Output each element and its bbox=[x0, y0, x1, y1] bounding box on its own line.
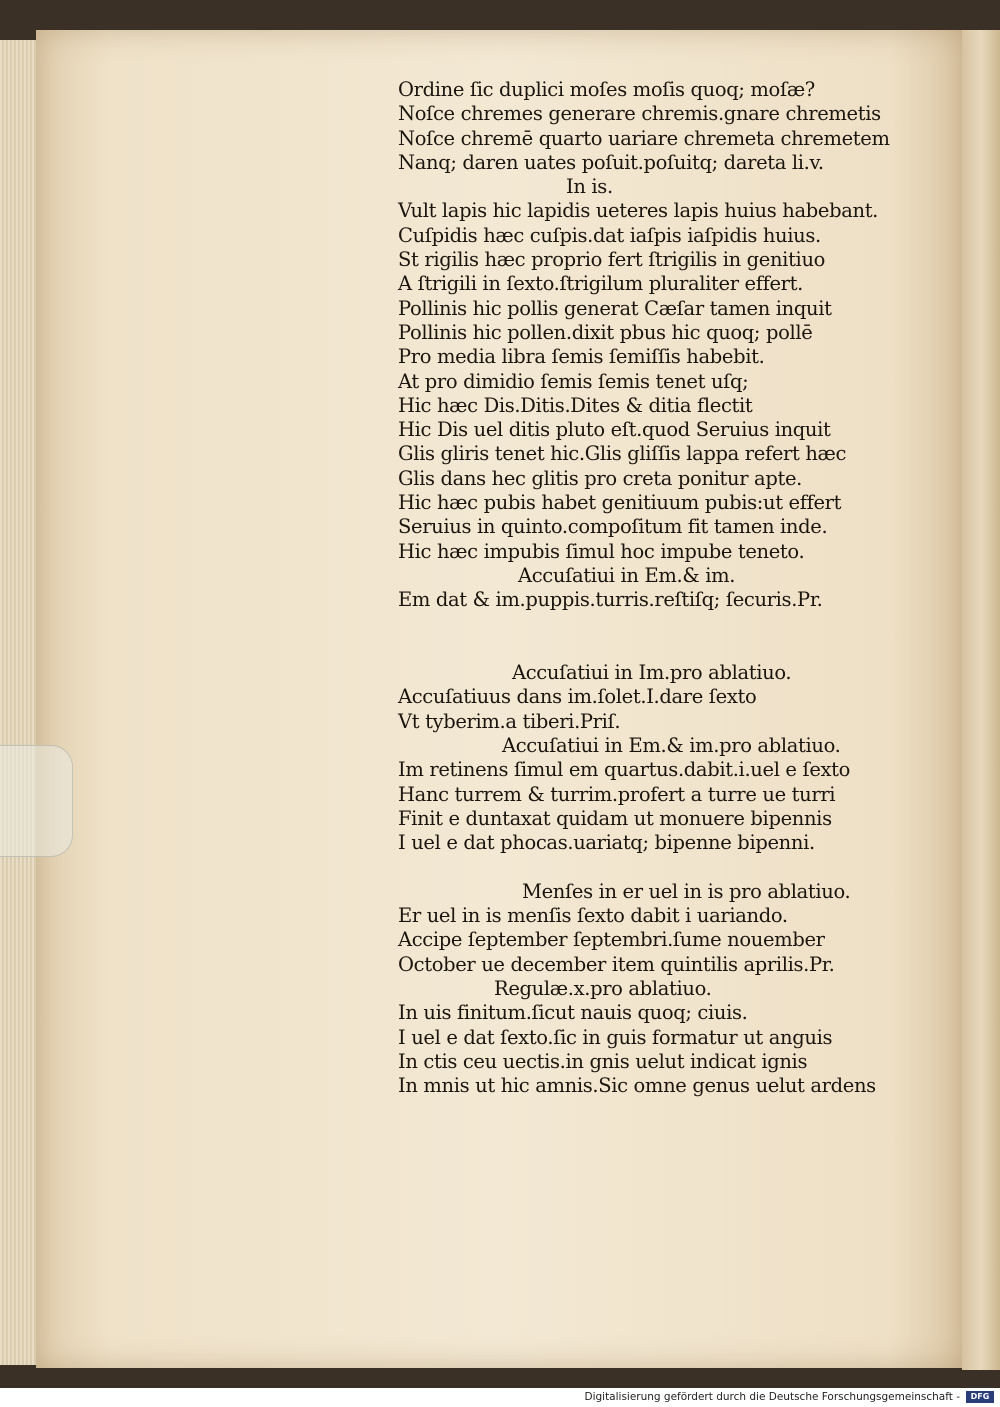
text-line: Cuſpidis hæc cuſpis.dat iaſpis iaſpidis huius. bbox=[398, 223, 821, 247]
text-line: Seruius in quinto.compoſitum fit tamen inde. bbox=[398, 515, 828, 539]
text-line: Ordine ſic duplici moſes moſis quoq; moſæ? bbox=[398, 78, 815, 101]
section-heading: Accuſatiui in Em.& im.pro ablatiuo. bbox=[502, 734, 841, 758]
facing-page-edge bbox=[962, 30, 1000, 1370]
text-line: Pollinis hic pollis generat Cæſar tamen inquit bbox=[398, 296, 832, 320]
text-line: A ſtrigili in ſexto.ſtrigilum pluraliter effert. bbox=[398, 272, 803, 296]
page-text bbox=[398, 78, 938, 1098]
text-line: Hanc turrem & turrim.profert a turre ue turri bbox=[398, 782, 836, 806]
text-line: I uel e dat ſexto.ſic in guis formatur ut anguis bbox=[398, 1025, 833, 1049]
text-line: Finit e duntaxat quidam ut monuere bipennis bbox=[398, 806, 832, 830]
text-line: I uel e dat phocas.uariatq; bipenne bipenni. bbox=[398, 831, 815, 855]
text-line: In ctis ceu uectis.in gnis uelut indicat ignis bbox=[398, 1049, 808, 1073]
text-line: Glis dans hec glitis pro creta ponitur apte. bbox=[398, 466, 802, 490]
text-line: Hic Dis uel ditis pluto eſt.quod Seruius inquit bbox=[398, 418, 831, 442]
text-line: Im retinens ſimul em quartus.dabit.i.uel e ſexto bbox=[398, 758, 851, 782]
section-heading: Regulæ.x.pro ablatiuo. bbox=[494, 976, 712, 1000]
dfg-logo-icon: DFG bbox=[966, 1391, 994, 1403]
blank-line bbox=[398, 637, 938, 661]
digitization-footer bbox=[0, 1388, 1000, 1407]
text-line: In mnis ut hic amnis.Sic omne genus uelut ardens bbox=[398, 1074, 876, 1098]
text-line: At pro dimidio ſemis ſemis tenet uſq; bbox=[398, 369, 749, 393]
text-line: Vult lapis hic lapidis ueteres lapis huius habebant. bbox=[398, 199, 879, 223]
text-line: Vt tyberim.a tiberi.Priſ. bbox=[398, 709, 621, 733]
text-line: Pro media libra ſemis ſemiſſis habebit. bbox=[398, 345, 765, 369]
text-line: Hic hæc impubis ſimul hoc impube teneto. bbox=[398, 539, 805, 563]
section-heading: In is. bbox=[566, 175, 613, 199]
text-line: Noſce chremes generare chremis.gnare chremetis bbox=[398, 102, 881, 126]
text-line: Em dat & im.puppis.turris.reſtiſq; ſecuris.Pr. bbox=[398, 588, 823, 612]
text-line: Glis gliris tenet hic.Glis gliſſis lappa refert hæc bbox=[398, 442, 847, 466]
text-line: Accipe ſeptember ſeptembri.ſume nouember bbox=[398, 928, 825, 952]
funding-credit: Digitalisierung gefördert durch die Deutsche Forschungsgemeinschaft - bbox=[584, 1391, 960, 1403]
text-line: Hic hæc pubis habet genitiuum pubis:ut effert bbox=[398, 491, 842, 515]
blank-line bbox=[398, 613, 938, 637]
section-heading: Accuſatiui in Em.& im. bbox=[518, 563, 736, 587]
text-line: Noſce chremē quarto uariare chremeta chremetem bbox=[398, 126, 890, 150]
text-line: In uis finitum.ſicut nauis quoq; ciuis. bbox=[398, 1001, 748, 1025]
text-line: Accuſatiuus dans im.ſolet.I.dare ſexto bbox=[398, 685, 757, 709]
page-stack-edge bbox=[0, 40, 41, 1365]
page-clip bbox=[0, 745, 73, 857]
text-line: Hic hæc Dis.Ditis.Dites & ditia flectit bbox=[398, 393, 753, 417]
section-heading: Accuſatiui in Im.pro ablatiuo. bbox=[512, 661, 792, 685]
text-line: St rigilis hæc proprio fert ſtrigilis in genitiuo bbox=[398, 248, 826, 272]
text-line: Pollinis hic pollen.dixit pbus hic quoq; pollē bbox=[398, 320, 813, 344]
text-line: Er uel in is menſis ſexto dabit i uariando. bbox=[398, 904, 788, 928]
blank-line bbox=[398, 856, 938, 880]
text-line: Nanq; daren uates poſuit.poſuitq; dareta li.v. bbox=[398, 150, 824, 174]
text-line: October ue december item quintilis aprilis.Pr. bbox=[398, 952, 835, 976]
section-heading: Menſes in er uel in is pro ablatiuo. bbox=[522, 879, 851, 903]
